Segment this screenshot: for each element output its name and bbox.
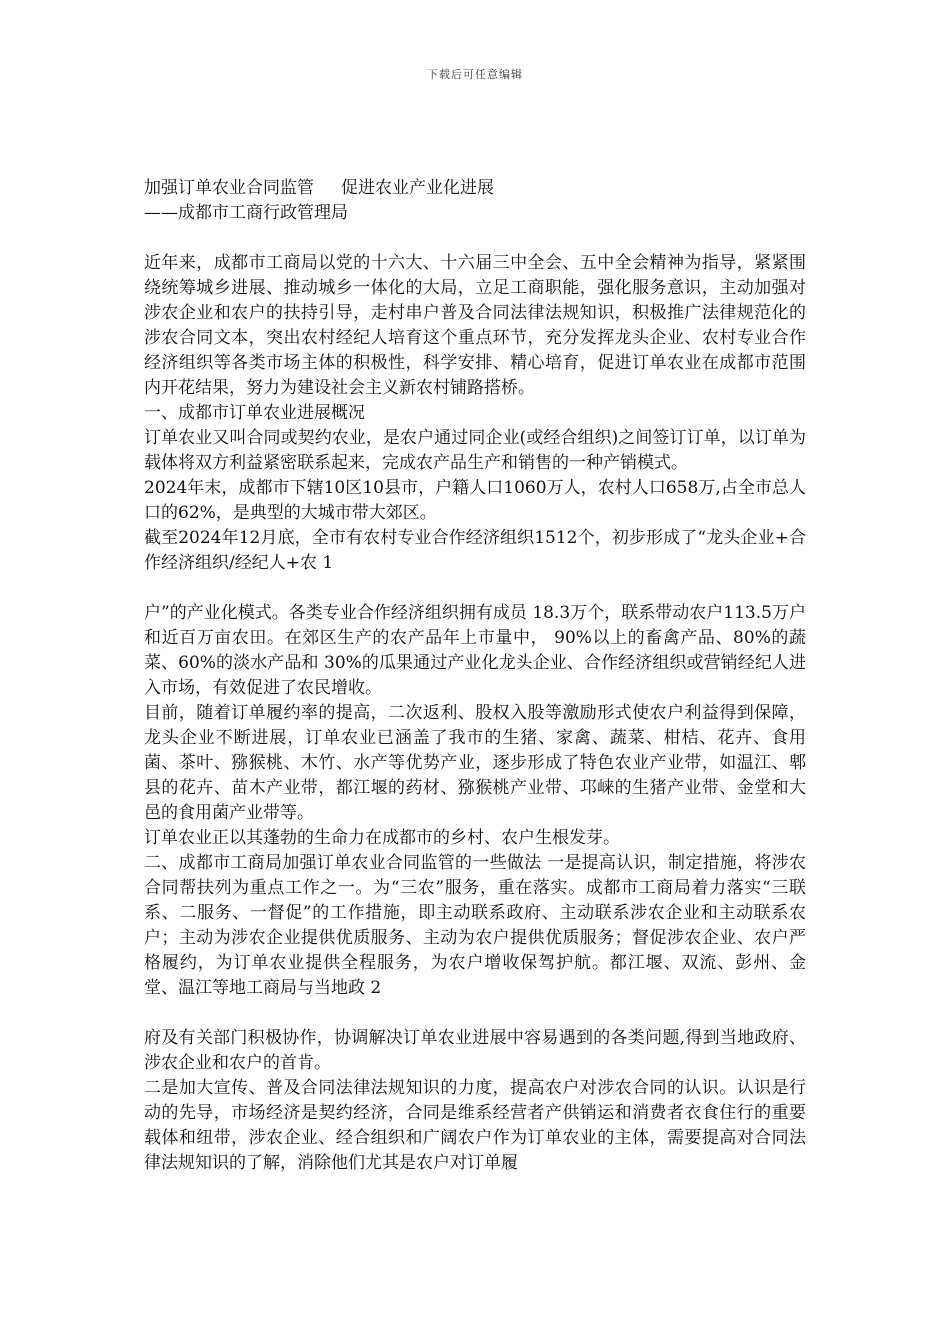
page-header: 下载后可任意编辑 — [427, 68, 523, 81]
paragraph-cooperation: 府及有关部门积极协作，协调解决订单农业进展中容易遇到的各类问题,得到当地政府、涉农企业和农户的首肯。 — [144, 1028, 806, 1073]
section-heading-2: 二、成都市工商局加强订单农业合同监管的一些做法 一是提高认识，制定措施，将涉农合同帮扶列为重点工作之一。为“三农”服务，重在落实。成都市工商局着力落实“三联系、二服务、一督促”的工作措施，即主动联系政府、主动联系涉农企业和主动联系农户；主动为涉农企业提供优质服务、主动为农户提供优质服务；督促涉农企业、农户严格履约，为订单农业提供全程服务，为农户增收保驾护航。都江堰、双流、彭州、金堂、温江等地工商局与当地政 2 — [144, 853, 806, 998]
spacer — [144, 576, 806, 601]
paragraph-organizations: 截至2024年12月底，全市有农村专业合作经济组织1512个，初步形成了“龙头企业+合作经济组织/经纪人+农 1 — [144, 528, 806, 573]
paragraph-publicity: 二是加大宣传、普及合同法律法规知识的力度，提高农户对涉农合同的认识。认识是行动的先导，市场经济是契约经济，合同是维系经营者产供销运和消费者衣食住行的重要载体和纽带，涉农企业、经合组织和广阔农户作为订单农业的主体，需要提高对合同法律法规知识的了解，消除他们尤其是农户对订单履 — [144, 1078, 806, 1173]
document-body — [144, 176, 806, 1176]
document-author: ——成都市工商行政管理局 — [144, 203, 348, 223]
paragraph-intro: 近年来，成都市工商局以党的十六大、十六届三中全会、五中全会精神为指导，紧紧围绕统筹城乡进展、推动城乡一体化的大局，立足工商职能，强化服务意识，主动加强对涉农企业和农户的扶持引导，走村串户普及合同法律法规知识，积极推广法律规范化的涉农合同文本，突出农村经纪人培育这个重点环节，充分发挥龙头企业、农村专业合作经济组织等各类市场主体的积极性，科学安排、精心培育，促进订单农业在成都市范围内开花结果，努力为建设社会主义新农村铺路搭桥。 — [144, 253, 806, 398]
paragraph-definition: 订单农业又叫合同或契约农业，是农户通过同企业(或经合组织)之间签订订单，以订单为载体将双方利益紧密联系起来，完成农产品生产和销售的一种产销模式。 — [144, 428, 806, 473]
document-title: 加强订单农业合同监管 促进农业产业化进展 — [144, 178, 495, 198]
paragraph-model: 户”的产业化模式。各类专业合作经济组织拥有成员 18.3万个，联系带动农户113.5万户和近百万亩农田。在郊区生产的农产品年上市量中， 90%以上的畜禽产品、80%的蔬菜、60%的淡水产品和 30%的瓜果通过产业化龙头企业、合作经济组织或营销经纪人进入市场，有效促进了农民增收。 — [144, 603, 806, 698]
spacer — [144, 1001, 806, 1026]
paragraph-current: 目前，随着订单履约率的提高，二次返利、股权入股等激励形式使农户利益得到保障，龙头企业不断进展，订单农业已涵盖了我市的生猪、家禽、蔬菜、柑桔、花卉、食用菌、茶叶、猕猴桃、木竹、水产等优势产业，逐步形成了特色农业产业带，如温江、郫县的花卉、苗木产业带，都江堰的药材、猕猴桃产业带、邛崃的生猪产业带、金堂和大邑的食用菌产业带等。 — [144, 703, 806, 823]
paragraph-population: 2024年末，成都市下辖10区10县市，户籍人口1060万人，农村人口658万,占全市总人口的62%，是典型的大城市带大郊区。 — [144, 478, 806, 523]
section-heading-1: 一、成都市订单农业进展概况 — [144, 403, 365, 423]
spacer — [144, 226, 806, 251]
paragraph-vitality: 订单农业正以其蓬勃的生命力在成都市的乡村、农户生根发芽。 — [144, 828, 620, 848]
